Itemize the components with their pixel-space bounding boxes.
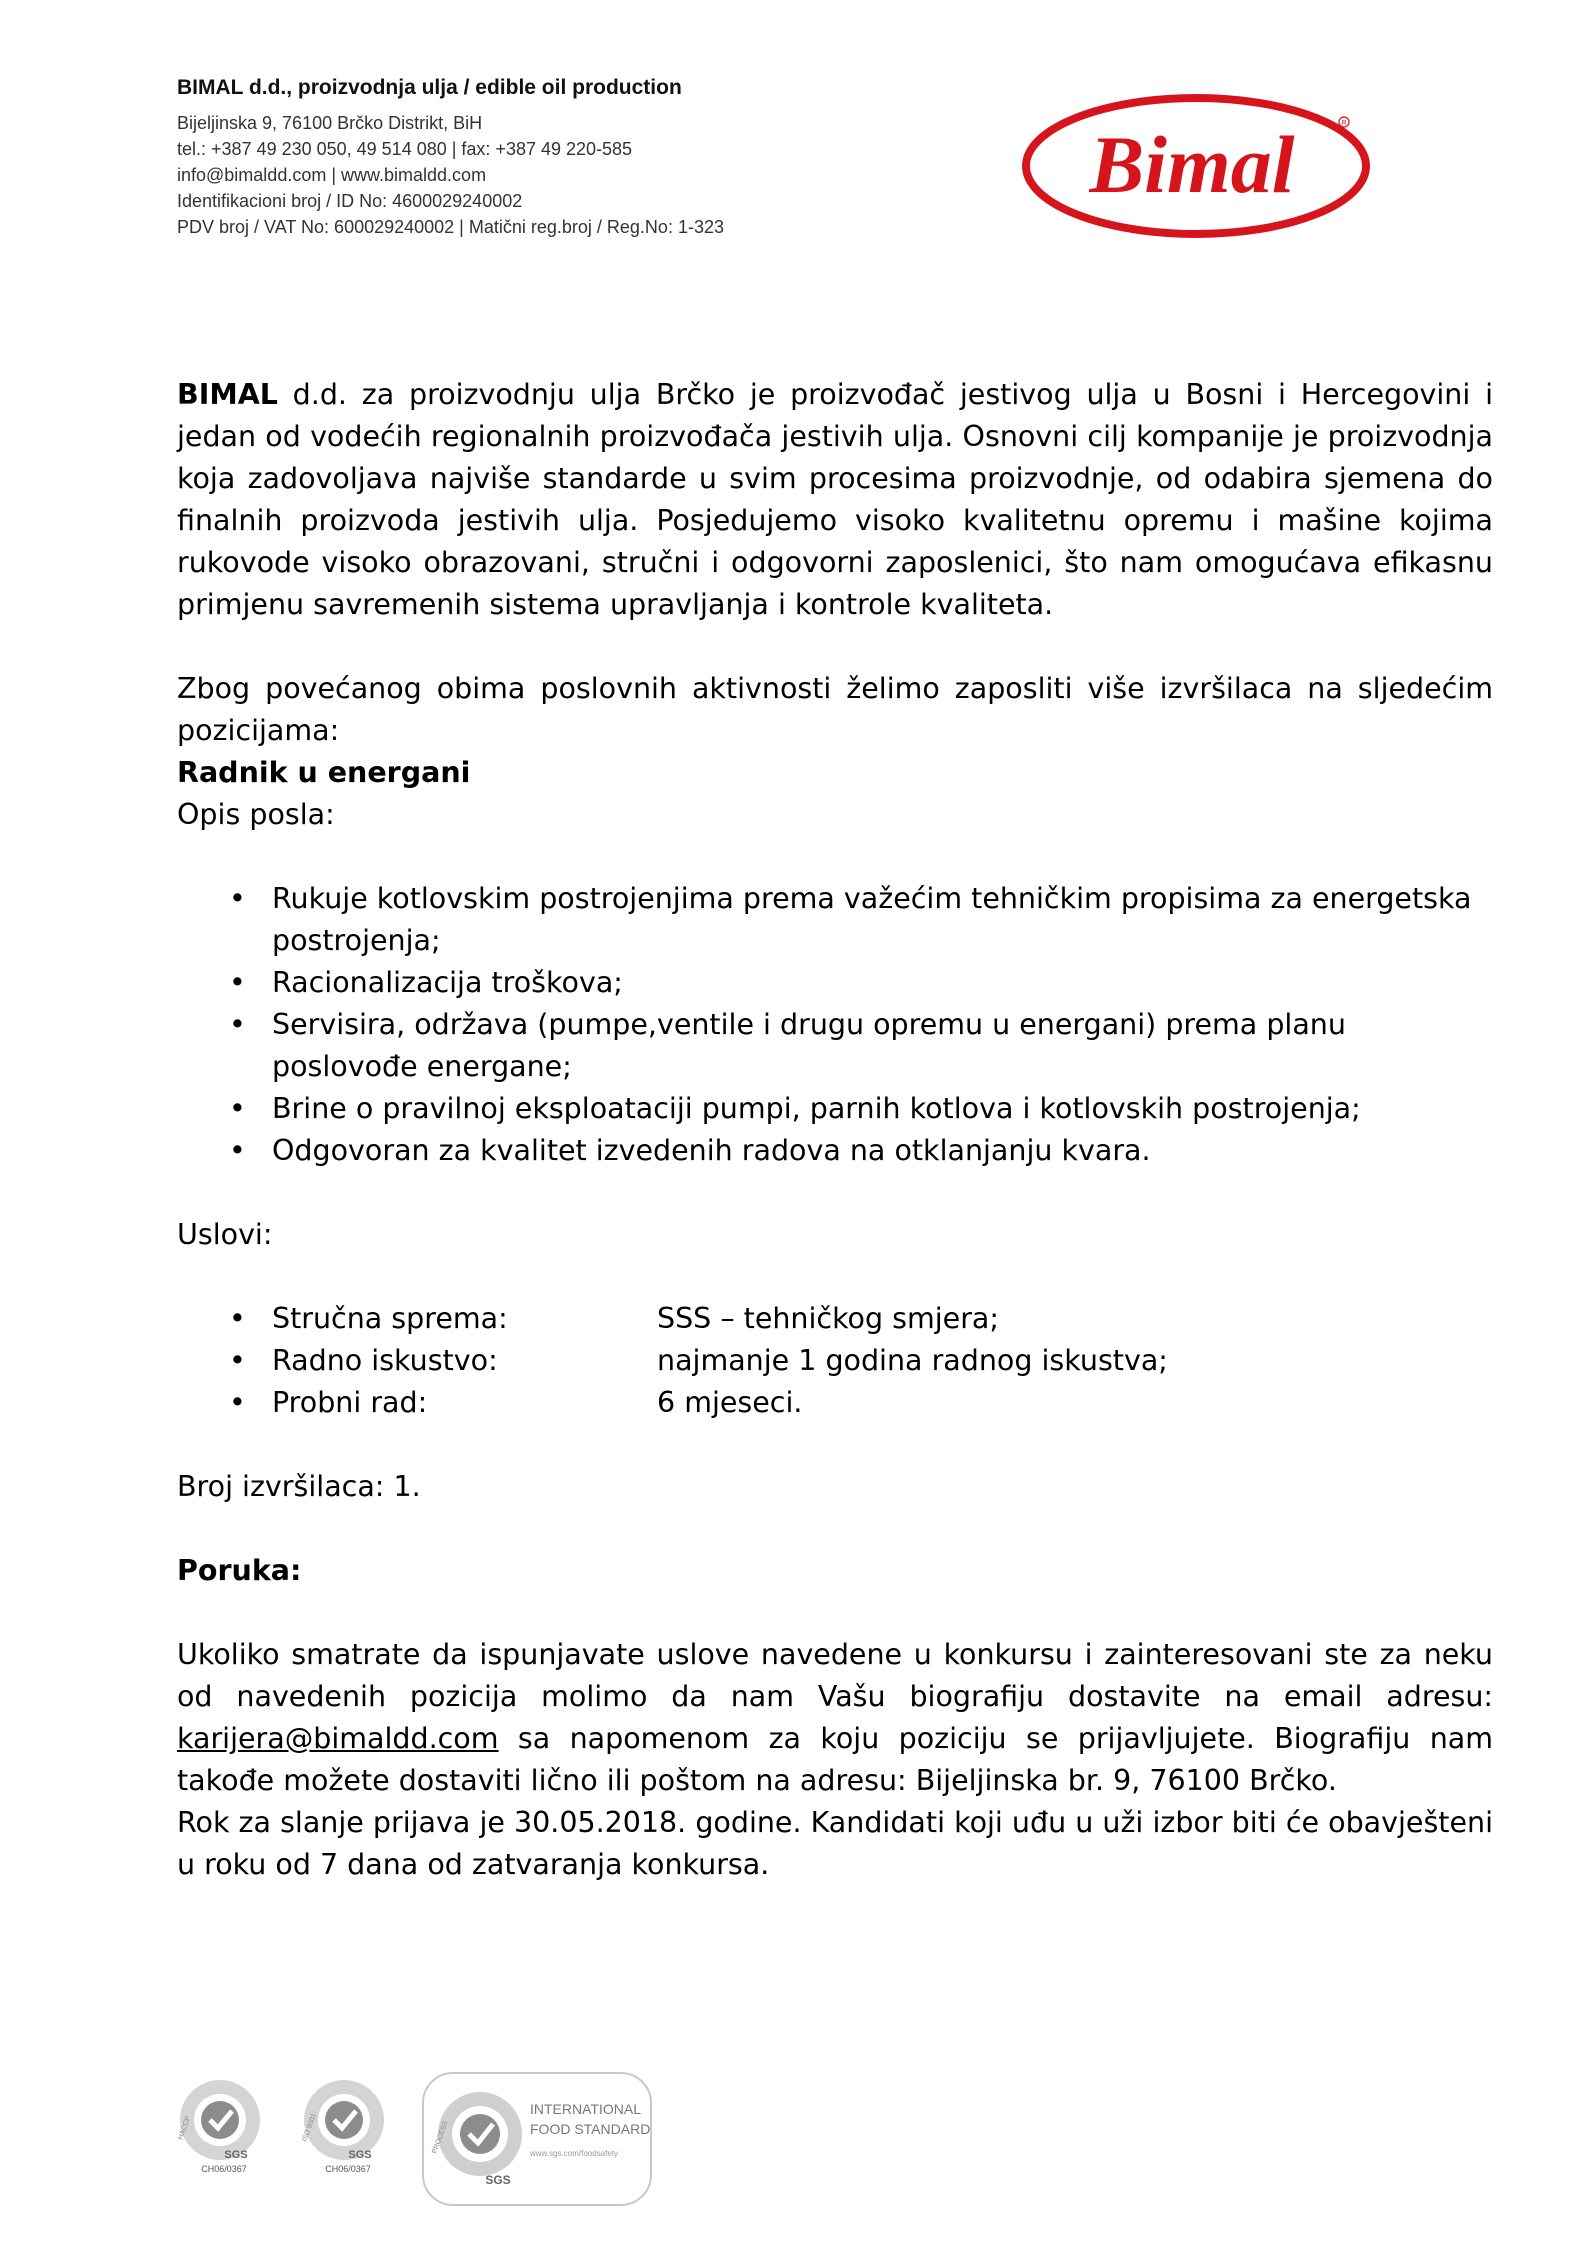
list-item: • Servisira, održava (pumpe,ventile i drugu opremu u energani) prema planu poslovođe energane; <box>177 1004 1493 1088</box>
badge3-url: www.sgs.com/foodsafety <box>530 2149 619 2158</box>
sgs-ifs-badge-icon <box>422 2072 652 2206</box>
position-title: Radnik u energani <box>177 756 471 789</box>
message-title: Poruka: <box>177 1554 302 1587</box>
list-item: • Racionalizacija troškova; <box>177 962 1493 1004</box>
duties-list <box>177 878 1493 1172</box>
company-phone: tel.: +387 49 230 050, 49 514 080 | fax: +387 49 220-585 <box>177 139 633 159</box>
intro-text: d.d. za proizvodnju ulja Brčko je proizvođač jestivog ulja u Bosni i Hercegovini i jedan od vodećih regionalnih proizvođača jestivih ulja. Osnovni cilj kompanije je proizvodnja koja zadovoljava najviše standarde u svim procesima proizvodnje, od odabira sjemena do finalnih proizvoda jestivih ulja. Posjedujemo visoko kvalitetnu opremu i mašine kojima rukovode visoko obrazovani, stručni i odgovorni zaposlenici, što nam omogućava efikasnu primjenu savremenih sistema upravljanja i kontrole kvaliteta. <box>177 378 1493 621</box>
condition-label: Probni rad: <box>272 1386 428 1419</box>
condition-value: najmanje 1 godina radnog iskustva; <box>657 1344 1168 1377</box>
message-paragraph <box>177 1634 1493 1802</box>
sgs-haccp-badge-icon <box>174 2078 266 2178</box>
condition-label: Stručna sprema: <box>272 1302 508 1335</box>
message-part2: sa napomenom za koju poziciju se prijavljujete. Biografiju nam takođe možete dostaviti lično ili poštom na adresu: Bijeljinska br. 9, 76100 Brčko. <box>177 1722 1493 1797</box>
intro-brand: BIMAL <box>177 378 278 411</box>
deadline-paragraph: Rok za slanje prijava je 30.05.2018. godine. Kandidati koji uđu u uži izbor biti će obavješteni u roku od 7 dana od zatvaranja konkursa. <box>177 1806 1493 1881</box>
company-address: Bijeljinska 9, 76100 Brčko Distrikt, BiH <box>177 113 483 133</box>
email-link[interactable]: karijera@bimaldd.com <box>177 1722 499 1755</box>
badge1-code: CH06/0367 <box>201 2164 247 2174</box>
badge3-title-2: FOOD STANDARD <box>530 2121 651 2137</box>
conditions-label: Uslovi: <box>177 1218 273 1251</box>
badge2-side: ISO 9001 <box>301 2112 318 2143</box>
company-name: BIMAL d.d., proizvodnja ulja / edible oil production <box>177 76 682 99</box>
company-contact: info@bimaldd.com | www.bimaldd.com <box>177 165 487 185</box>
list-item <box>177 1298 1493 1340</box>
lead-paragraph: Zbog povećanog obima poslovnih aktivnosti želimo zaposliti više izvršilaca na sljedećim pozicijama: <box>177 672 1493 747</box>
badge1-brand: SGS <box>224 2149 248 2161</box>
badge3-title-1: INTERNATIONAL <box>530 2101 641 2117</box>
company-vat: PDV broj / VAT No: 600029240002 | Matični reg.broj / Reg.No: 1-323 <box>177 217 724 237</box>
badge3-side: PROCESS <box>431 2120 450 2155</box>
document-body <box>177 374 1493 1886</box>
company-intro <box>177 374 1493 626</box>
list-item: • Odgovoran za kvalitet izvedenih radova na otklanjanju kvara. <box>177 1130 1493 1172</box>
svg-text:Bimal: Bimal <box>1089 119 1295 210</box>
badge1-side: HACCP <box>177 2115 193 2141</box>
list-item: • Brine o pravilnoj eksploataciji pumpi, parnih kotlova i kotlovskih postrojenja; <box>177 1088 1493 1130</box>
condition-value: SSS – tehničkog smjera; <box>657 1302 999 1335</box>
condition-value: 6 mjeseci. <box>657 1386 803 1419</box>
condition-label: Radno iskustvo: <box>272 1344 498 1377</box>
company-id: Identifikacioni broj / ID No: 4600029240002 <box>177 191 523 211</box>
letterhead <box>177 76 857 240</box>
bimal-logo <box>1020 92 1376 240</box>
sgs-iso-badge-icon <box>298 2078 390 2178</box>
list-item <box>177 1340 1493 1382</box>
bimal-logo-icon <box>1020 92 1376 240</box>
badge2-brand: SGS <box>348 2149 372 2161</box>
list-item <box>177 1382 1493 1424</box>
list-item: • Rukuje kotlovskim postrojenjima prema važećim tehničkim propisima za energetska postrojenja; <box>177 878 1493 962</box>
duties-label: Opis posla: <box>177 798 335 831</box>
badge3-brand: SGS <box>485 2173 511 2187</box>
conditions-list <box>177 1298 1493 1424</box>
svg-text:R: R <box>1341 120 1347 127</box>
message-part1: Ukoliko smatrate da ispunjavate uslove navedene u konkursu i zainteresovani ste za neku od navedenih pozicija molimo da nam Vašu biografiju dostavite na email adresu: <box>177 1638 1493 1713</box>
badge2-code: CH06/0367 <box>325 2164 371 2174</box>
worker-count: Broj izvršilaca: 1. <box>177 1470 421 1503</box>
